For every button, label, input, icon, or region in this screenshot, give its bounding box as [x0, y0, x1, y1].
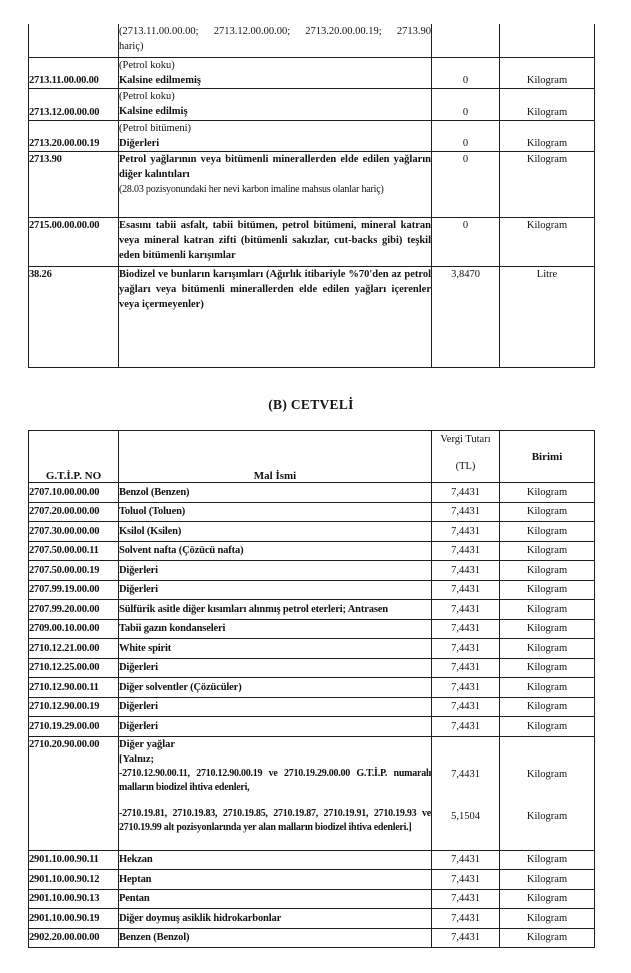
birimi-cell: Kilogram — [500, 522, 595, 542]
birimi-cell: Kilogram — [500, 57, 595, 88]
unit-value: Kilogram — [526, 810, 568, 822]
birimi-cell: Kilogram — [500, 639, 595, 659]
mal-ismi-cell: Ksilol (Ksilen) — [119, 522, 432, 542]
table-b — [28, 430, 595, 948]
table-row — [29, 889, 595, 909]
vergi-tutari-cell: 7,4431 — [432, 697, 500, 717]
desc-line: (Petrol koku) — [119, 90, 175, 102]
birimi-cell: Kilogram — [500, 928, 595, 948]
mal-ismi-cell — [119, 24, 432, 57]
mal-ismi-cell: Diğer solventler (Çözücüler) — [119, 678, 432, 698]
birimi-cell: Kilogram — [500, 120, 595, 151]
birimi-cell: Kilogram — [500, 909, 595, 929]
desc-line: Petrol yağlarının veya bitümenli minerallerden elde edilen yağların diğer kalıntıları — [119, 153, 431, 180]
table-row — [29, 88, 595, 120]
unit-value: Kilogram — [526, 768, 568, 780]
vergi-tutari-cell: 7,4431 — [432, 928, 500, 948]
mal-ismi-cell: Diğerleri — [119, 697, 432, 717]
gtip-code-cell: 2707.20.00.00.00 — [29, 502, 119, 522]
mal-ismi-cell: Solvent nafta (Çözücü nafta) — [119, 541, 432, 561]
mal-ismi-cell — [119, 736, 432, 850]
birimi-cell: Kilogram — [500, 541, 595, 561]
mal-ismi-cell — [119, 120, 432, 151]
gtip-code-cell: 2707.99.19.00.00 — [29, 580, 119, 600]
vergi-tutari-cell: 7,4431 — [432, 580, 500, 600]
gtip-code-cell: 2707.50.00.00.11 — [29, 541, 119, 561]
table-row — [29, 120, 595, 151]
birimi-cell: Kilogram — [500, 561, 595, 581]
birimi-cell: Kilogram — [500, 151, 595, 217]
desc-line: hariç) — [119, 41, 144, 52]
header-vergi-tutari — [432, 431, 500, 483]
vergi-tutari-cell: 7,4431 — [432, 889, 500, 909]
mal-ismi-cell — [119, 88, 432, 120]
table-row — [29, 483, 595, 503]
table-row — [29, 502, 595, 522]
table-row — [29, 580, 595, 600]
gtip-code-cell: 2710.12.21.00.00 — [29, 639, 119, 659]
mal-ismi-cell: White spirit — [119, 639, 432, 659]
vergi-tutari-cell: 7,4431 — [432, 600, 500, 620]
desc-line: Diğer yağlar — [119, 738, 176, 750]
table-row — [29, 736, 595, 850]
desc-line: Diğerleri — [119, 137, 160, 149]
mal-ismi-cell: Diğerleri — [119, 717, 432, 737]
table-row — [29, 717, 595, 737]
gtip-code-cell: 2710.12.90.00.11 — [29, 678, 119, 698]
birimi-cell: Kilogram — [500, 619, 595, 639]
gtip-code-cell: 2709.00.10.00.00 — [29, 619, 119, 639]
desc-line: Kalsine edilmiş — [119, 105, 188, 117]
vergi-tutari-cell: 7,4431 — [432, 502, 500, 522]
vergi-tutari-cell: 7,4431 — [432, 658, 500, 678]
mal-ismi-cell — [119, 217, 432, 266]
gtip-code-cell: 2707.99.20.00.00 — [29, 600, 119, 620]
table-row — [29, 928, 595, 948]
table-a — [28, 24, 595, 368]
desc-line: Biodizel ve bunların karışımları (Ağırlık itibariyle %70'den az petrol yağları veya bitümenli minerallerden elde edilen yağları içerenler veya içermeyenler) — [119, 268, 431, 310]
birimi-cell: Kilogram — [500, 580, 595, 600]
table-row — [29, 217, 595, 266]
vergi-tutari-cell: 3,8470 — [432, 266, 500, 367]
mal-ismi-cell — [119, 57, 432, 88]
desc-line: Kalsine edilmemiş — [119, 74, 201, 86]
birimi-cell: Kilogram — [500, 502, 595, 522]
desc-line: (28.03 pozisyonundaki her nevi karbon imaline mahsus olanlar hariç) — [119, 183, 384, 195]
table-row — [29, 697, 595, 717]
table-row — [29, 658, 595, 678]
desc-line: -2710.19.81, 2710.19.83, 2710.19.85, 2710.19.87, 2710.19.91, 2710.19.93 ve 2710.19.99 alt pozisyonlarında yer alan malların biodizel ihtiva edenleri.] — [119, 807, 431, 833]
vergi-tutari-cell: 7,4431 — [432, 850, 500, 870]
mal-ismi-cell: Pentan — [119, 889, 432, 909]
table-row — [29, 909, 595, 929]
table-row — [29, 522, 595, 542]
desc-line: [Yalnız; — [119, 753, 154, 765]
gtip-code-cell — [29, 24, 119, 57]
mal-ismi-cell: Tabii gazın kondanseleri — [119, 619, 432, 639]
vergi-tutari-cell: 7,4431 — [432, 717, 500, 737]
vergi-tutari-cell: 0 — [432, 120, 500, 151]
tax-amount: 7,4431 — [451, 768, 480, 780]
table-row — [29, 870, 595, 890]
vergi-tutari-cell: 0 — [432, 217, 500, 266]
header-mal-ismi: Mal İsmi — [119, 431, 432, 483]
vergi-tutari-cell: 7,4431 — [432, 909, 500, 929]
header-gtip-no: G.T.İ.P. NO — [29, 431, 119, 483]
vergi-tutari-cell: 0 — [432, 57, 500, 88]
vergi-tutari-cell: 7,4431 — [432, 483, 500, 503]
birimi-cell: Kilogram — [500, 889, 595, 909]
birimi-cell: Kilogram — [500, 697, 595, 717]
mal-ismi-cell: Toluol (Toluen) — [119, 502, 432, 522]
mal-ismi-cell: Benzol (Benzen) — [119, 483, 432, 503]
gtip-code-cell: 2901.10.00.90.19 — [29, 909, 119, 929]
table-row — [29, 541, 595, 561]
mal-ismi-cell: Benzen (Benzol) — [119, 928, 432, 948]
vergi-tutari-cell: 7,4431 — [432, 870, 500, 890]
birimi-cell — [500, 24, 595, 57]
header-vergi-tutari-line1: Vergi Tutarı — [440, 434, 491, 445]
vergi-tutari-cell — [432, 736, 500, 850]
vergi-tutari-cell: 7,4431 — [432, 678, 500, 698]
tax-amount: 5,1504 — [451, 810, 480, 822]
table-row — [29, 600, 595, 620]
vergi-tutari-cell: 7,4431 — [432, 639, 500, 659]
gtip-code-cell: 2710.20.90.00.00 — [29, 736, 119, 850]
desc-line: (Petrol bitümeni) — [119, 122, 192, 134]
birimi-cell: Kilogram — [500, 678, 595, 698]
desc-line: Esasını tabii asfalt, tabii bitümen, petrol bitümeni, mineral katran veya mineral katran zifti (bitümenli sakızlar, cut-backs gibi) teşkil eden bitümenli karışımlar — [119, 219, 431, 261]
gtip-code-cell: 2901.10.00.90.12 — [29, 870, 119, 890]
mal-ismi-cell: Hekzan — [119, 850, 432, 870]
birimi-cell: Kilogram — [500, 217, 595, 266]
blank-line — [119, 796, 431, 807]
table-row — [29, 151, 595, 217]
gtip-code-cell: 2707.30.00.00.00 — [29, 522, 119, 542]
gtip-code-cell: 2707.10.00.00.00 — [29, 483, 119, 503]
birimi-cell — [500, 736, 595, 850]
header-vergi-tutari-line2: (TL) — [455, 461, 476, 472]
vergi-tutari-cell: 0 — [432, 88, 500, 120]
vergi-tutari-cell: 7,4431 — [432, 541, 500, 561]
table-row — [29, 619, 595, 639]
birimi-cell: Kilogram — [500, 600, 595, 620]
gtip-code-cell: 2713.12.00.00.00 — [29, 88, 119, 120]
table-row — [29, 850, 595, 870]
gtip-code-cell: 2710.12.25.00.00 — [29, 658, 119, 678]
table-b-header-row — [29, 431, 595, 483]
vergi-tutari-cell — [432, 24, 500, 57]
table-row — [29, 57, 595, 88]
vergi-tutari-cell: 0 — [432, 151, 500, 217]
mal-ismi-cell: Diğer doymuş asiklik hidrokarbonlar — [119, 909, 432, 929]
birimi-cell: Kilogram — [500, 717, 595, 737]
gtip-code-cell: 2707.50.00.00.19 — [29, 561, 119, 581]
mal-ismi-cell: Diğerleri — [119, 580, 432, 600]
desc-line: -2710.12.90.00.11, 2710.12.90.00.19 ve 2710.19.29.00.00 G.T.İ.P. numaralı malların biodizel ihtiva edenleri, — [119, 767, 431, 793]
gtip-code-cell: 2710.19.29.00.00 — [29, 717, 119, 737]
vergi-tutari-cell: 7,4431 — [432, 522, 500, 542]
mal-ismi-cell: Diğerleri — [119, 658, 432, 678]
birimi-cell: Kilogram — [500, 483, 595, 503]
gtip-code-cell: 2710.12.90.00.19 — [29, 697, 119, 717]
mal-ismi-cell: Heptan — [119, 870, 432, 890]
gtip-code-cell: 2713.90 — [29, 151, 119, 217]
birimi-cell: Kilogram — [500, 88, 595, 120]
gtip-code-cell: 2715.00.00.00.00 — [29, 217, 119, 266]
birimi-cell: Litre — [500, 266, 595, 367]
gtip-code-cell: 2713.20.00.00.19 — [29, 120, 119, 151]
birimi-cell: Kilogram — [500, 870, 595, 890]
table-b-body — [29, 483, 595, 948]
gtip-code-cell: 2713.11.00.00.00 — [29, 57, 119, 88]
table-row — [29, 266, 595, 367]
table-row — [29, 678, 595, 698]
desc-line: (Petrol koku) — [119, 59, 175, 71]
mal-ismi-cell — [119, 266, 432, 367]
desc-line: (2713.11.00.00.00; 2713.12.00.00.00; 2713.20.00.00.19; 2713.90 — [119, 26, 431, 37]
gtip-code-cell: 38.26 — [29, 266, 119, 367]
section-title: (B) CETVELİ — [268, 397, 354, 412]
vergi-tutari-cell: 7,4431 — [432, 561, 500, 581]
table-row — [29, 639, 595, 659]
mal-ismi-cell: Diğerleri — [119, 561, 432, 581]
mal-ismi-cell — [119, 151, 432, 217]
gtip-code-cell: 2901.10.00.90.13 — [29, 889, 119, 909]
table-a-body — [29, 24, 595, 367]
table-row — [29, 561, 595, 581]
header-birimi: Birimi — [500, 431, 595, 483]
gtip-code-cell: 2902.20.00.00.00 — [29, 928, 119, 948]
vergi-tutari-cell: 7,4431 — [432, 619, 500, 639]
mal-ismi-cell: Sülfürik asitle diğer kısımları alınmış petrol eterleri; Antrasen — [119, 600, 432, 620]
birimi-cell: Kilogram — [500, 850, 595, 870]
birimi-cell: Kilogram — [500, 658, 595, 678]
gtip-code-cell: 2901.10.00.90.11 — [29, 850, 119, 870]
table-row — [29, 24, 595, 57]
